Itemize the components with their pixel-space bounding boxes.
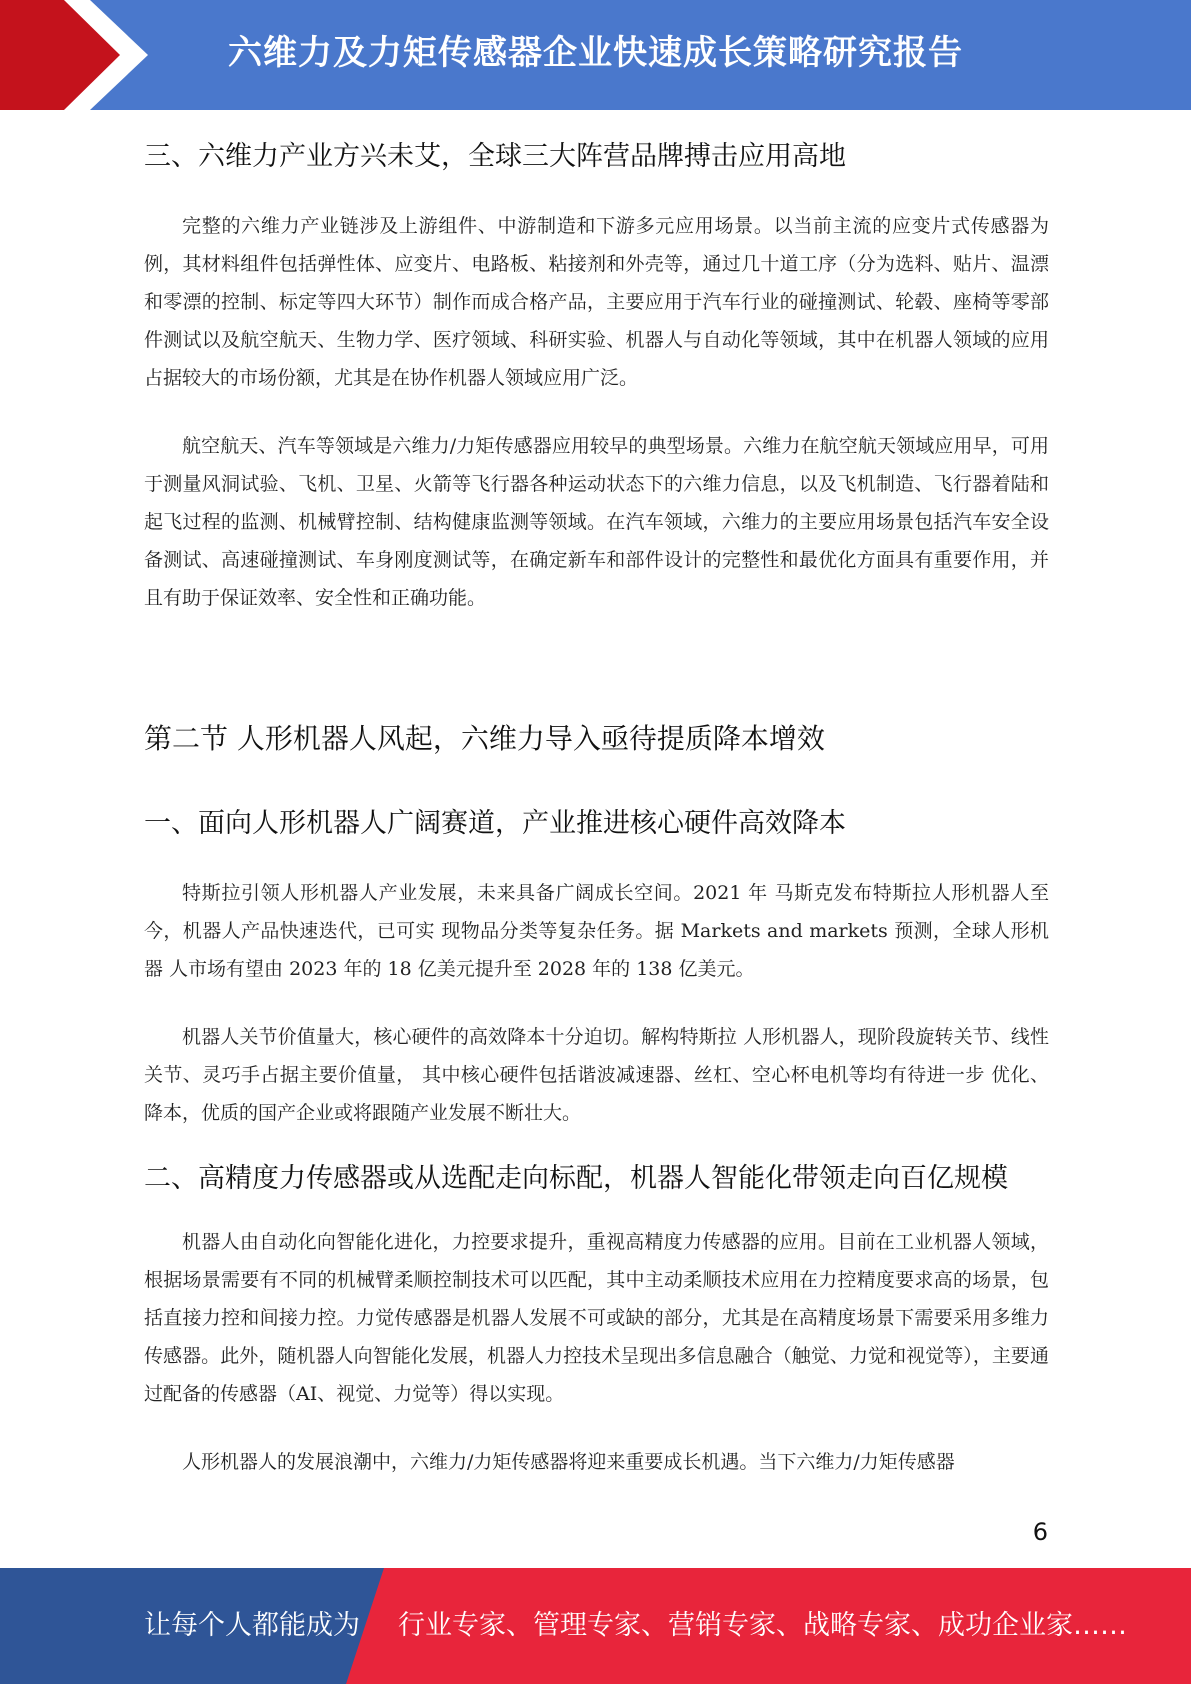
section-heading-1: 一、面向人形机器人广阔赛道，产业推进核心硬件高效降本 (144, 808, 846, 839)
paragraph: 特斯拉引领人形机器人产业发展，未来具备广阔成长空间。2021 年 马斯克发布特斯拉人形机器人至今，机器人产品快速迭代，已可实 现物品分类等复杂任务。据 Markets and markets 预测，全球人形机器 人市场有望由 2023 年的 18 亿美元提升至 2028 年的 138 亿美元。 (144, 882, 1049, 980)
paragraph: 航空航天、汽车等领域是六维力/力矩传感器应用较早的典型场景。六维力在航空航天领域应用早，可用于测量风洞试验、飞机、卫星、火箭等飞行器各种运动状态下的六维力信息，以及飞机制造、飞行器着陆和起飞过程的监测、机械臂控制、结构健康监测等领域。在汽车领域，六维力的主要应用场景包括汽车安全设备测试、高速碰撞测试、车身刚度测试等，在确定新车和部件设计的完整性和最优化方面具有重要作用，并且有助于保证效率、安全性和正确功能。 (144, 435, 1049, 609)
header-arrow-icon (0, 0, 160, 110)
report-title: 六维力及力矩传感器企业快速成长策略研究报告 (228, 33, 963, 73)
page-footer (0, 1568, 1191, 1684)
page-number: 6 (1032, 1518, 1048, 1546)
page-content (144, 124, 1049, 1481)
paragraph: 人形机器人的发展浪潮中，六维力/力矩传感器将迎来重要成长机遇。当下六维力/力矩传感器 (182, 1451, 955, 1473)
footer-slogan-left: 让每个人都能成为 (144, 1610, 360, 1641)
paragraph: 机器人关节价值量大，核心硬件的高效降本十分迫切。解构特斯拉 人形机器人，现阶段旋转关节、线性关节、灵巧手占据主要价值量， 其中核心硬件包括谐波减速器、丝杠、空心杯电机等均有待进一步 优化、降本，优质的国产企业或将跟随产业发展不断壮大。 (144, 1026, 1049, 1124)
paragraph: 完整的六维力产业链涉及上游组件、中游制造和下游多元应用场景。以当前主流的应变片式传感器为例，其材料组件包括弹性体、应变片、电路板、粘接剂和外壳等，通过几十道工序（分为选料、贴片、温漂和零漂的控制、标定等四大环节）制作而成合格产品，主要应用于汽车行业的碰撞测试、轮毂、座椅等零部件测试以及航空航天、生物力学、医疗领域、科研实验、机器人与自动化等领域，其中在机器人领域的应用占据较大的市场份额，尤其是在协作机器人领域应用广泛。 (144, 215, 1049, 389)
report-header (0, 0, 1191, 110)
chapter-heading: 第二节 人形机器人风起，六维力导入亟待提质降本增效 (144, 722, 825, 755)
section-heading-2: 二、高精度力传感器或从选配走向标配，机器人智能化带领走向百亿规模 (144, 1163, 1008, 1194)
section-heading-3: 三、六维力产业方兴未艾，全球三大阵营品牌搏击应用高地 (144, 141, 846, 172)
paragraph: 机器人由自动化向智能化进化，力控要求提升，重视高精度力传感器的应用。目前在工业机器人领域，根据场景需要有不同的机械臂柔顺控制技术可以匹配，其中主动柔顺技术应用在力控精度要求高的场景，包括直接力控和间接力控。力觉传感器是机器人发展不可或缺的部分，尤其是在高精度场景下需要采用多维力传感器。此外，随机器人向智能化发展，机器人力控技术呈现出多信息融合（触觉、力觉和视觉等），主要通过配备的传感器（AI、视觉、力觉等）得以实现。 (144, 1231, 1049, 1405)
footer-slogan-right: 行业专家、管理专家、营销专家、战略专家、成功企业家…… (398, 1610, 1127, 1641)
